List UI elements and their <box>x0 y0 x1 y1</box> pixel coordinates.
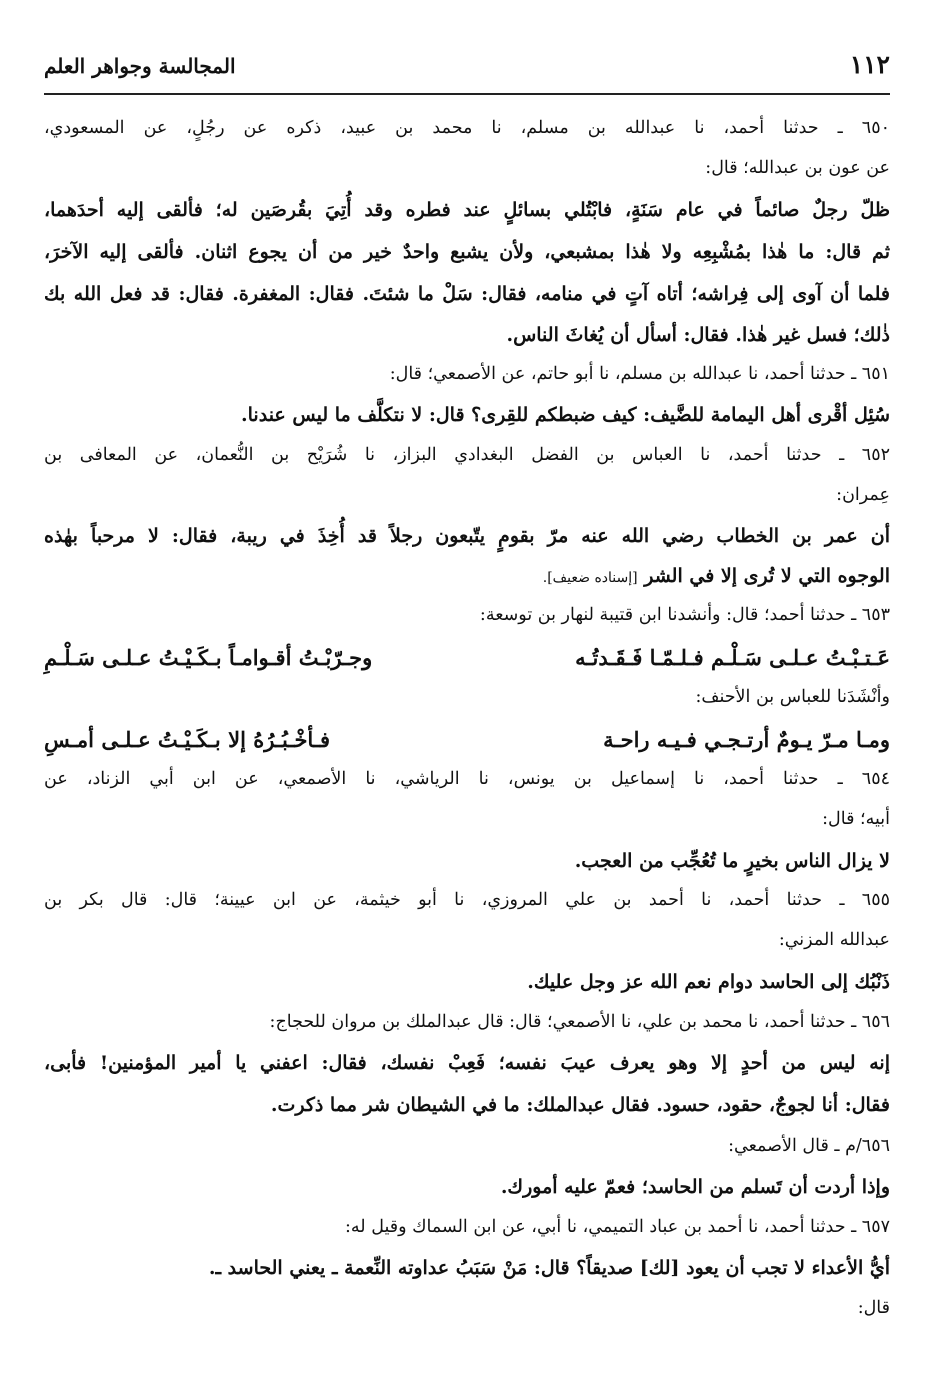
hadith-650-isnad: ٦٥٠ ـ حدثنا أحمد، نا عبدالله بن مسلم، نا محمد بن عبيد، ذكره عن رجُلٍ، عن المسعودي، <box>44 118 890 138</box>
hadith-651-text: سُئِل أقْرى أهل اليمامة للضَّيف: كيف ضبطكم للقِرى؟ قال: لا نتكلَّف ما ليس عندنا. <box>241 404 890 426</box>
hadith-650-text: ثم قال: ما هٰذا بمُشْبِعِه ولا هٰذا بمشبعي، ولأن يشبع واحدٌ خير من أن يجوع اثنان. فألقى إليه الآخرَ، <box>44 241 890 263</box>
hadith-652-text-end: الوجوه التي لا تُرى إلا في الشر <box>644 565 890 587</box>
verse-1 <box>44 646 890 674</box>
hadith-652-isnad-cont: عِمران: <box>836 485 890 505</box>
hadith-651-isnad: ٦٥١ ـ حدثنا أحمد، نا عبدالله بن مسلم، نا أبو حاتم، عن الأصمعي؛ قال: <box>389 364 890 384</box>
verse-2-intro: وأنْشَدَنا للعباس بن الأحنف: <box>695 687 890 707</box>
hadith-650-text: ذٰلك؛ فسل غير هٰذا. فقال: أسأل أن يُغاثَ الناس. <box>506 324 890 346</box>
hadith-650-text: فلما أن آوى إلى فِراشه؛ أتاه آتٍ في منامه، فقال: سَلْ ما شئتَ. فقال: المغفرة. فقال: قد فعل الله بك <box>44 283 890 305</box>
hadith-654-isnad-cont: أبيه؛ قال: <box>822 809 890 829</box>
hadith-655-text: ذَنْبُك إلى الحاسد دوام نعم الله عز وجل عليك. <box>527 971 890 993</box>
hadith-655-isnad: ٦٥٥ ـ حدثنا أحمد، نا أحمد بن علي المروزي، نا أبو خيثمة، عن ابن عيينة؛ قال: قال بكر بن <box>44 890 890 910</box>
hadith-656m-isnad: ٦٥٦/م ـ قال الأصمعي: <box>728 1136 890 1156</box>
verse-1-second-hemistich: وجـرّبْـتُ أقـوامـاً بـكَـيْـتُ عـلـى سَـلْـمِ <box>44 645 373 670</box>
hadith-655-isnad-cont: عبدالله المزني: <box>778 930 890 950</box>
hadith-653-isnad: ٦٥٣ ـ حدثنا أحمد؛ قال: وأنشدنا ابن قتيبة لنهار بن توسعة: <box>479 605 890 625</box>
hadith-652-isnad: ٦٥٢ ـ حدثنا أحمد، نا العباس بن الفضل البغدادي البزاز، نا شُرَيْح بن النُّعمان، عن المعافى بن <box>44 445 890 465</box>
hadith-650-isnad-cont: عن عون بن عبدالله؛ قال: <box>705 158 890 178</box>
hadith-656m-text: وإذا أردت أن تَسلم من الحاسد؛ فعمّ عليه أمورك. <box>500 1176 890 1198</box>
grading-note: [إسناده ضعيف]. <box>542 570 638 586</box>
hadith-656-text: إنه ليس من أحدٍ إلا وهو يعرف عيبَ نفسه؛ فَعِبْ نفسك، فقال: اعفني يا أمير المؤمنين! فأبى، <box>44 1052 890 1074</box>
hadith-657-isnad: ٦٥٧ ـ حدثنا أحمد، نا أحمد بن عباد التميمي، نا أبي، عن ابن السماك وقيل له: <box>345 1217 890 1237</box>
running-title: المجالسة وجواهر العلم <box>44 54 236 78</box>
hadith-654-text: لا يزال الناس بخيرٍ ما تُعُجِّب من العجب. <box>574 850 890 872</box>
header-rule <box>44 93 890 95</box>
hadith-650-text: ظلّ رجلٌ صائماً في عام سَنَةٍ، فابْتُلي بسائلٍ عند فطره وقد أُتِيَ بقُرصَين له؛ فألقى إليه أحدَهما، <box>44 199 890 221</box>
page-header <box>44 50 890 94</box>
hadith-654-isnad: ٦٥٤ ـ حدثنا أحمد، نا إسماعيل بن يونس، نا الرياشي، نا الأصمعي، عن ابن أبي الزناد، عن <box>44 769 890 789</box>
verse-2-first-hemistich: ومـا مـرّ يـومٌ أرتـجـي فـيـه راحـة <box>603 727 890 752</box>
hadith-656-text: فقال: أنا لجوجٌ، حقود، حسود. فقال عبدالملك: ما في الشيطان شر مما ذكرت. <box>270 1094 890 1116</box>
hadith-652-text <box>44 566 890 587</box>
page-number: ١١٢ <box>849 50 890 79</box>
hadith-656-isnad: ٦٥٦ ـ حدثنا أحمد، نا محمد بن علي، نا الأصمعي؛ قال: قال عبدالملك بن مروان للحجاج: <box>269 1012 890 1032</box>
hadith-657-cont: قال: <box>857 1298 890 1318</box>
verse-2-second-hemistich: فـأخْـبُـرُهُ إلا بـكَـيْـتُ عـلـى أمـسِ <box>44 727 331 752</box>
hadith-652-text: أن عمر بن الخطاب رضي الله عنه مرّ بقومٍ يتّبعون رجلاً قد أُخِذَ في ريبة، فقال: لا مرحباً بهٰذه <box>44 525 890 547</box>
hadith-657-text: أيُّ الأعداء لا تجب أن يعود [لك] صديقاً؟ قال: مَنْ سَبَبُ عداوته النِّعمة ـ يعني الحاسد ـ. <box>208 1257 890 1279</box>
verse-1-first-hemistich: عَـتـبْـتُ عـلـى سَـلْـم فـلـمّـا فَـقَـدتُـه <box>575 645 890 670</box>
verse-2 <box>44 728 890 756</box>
